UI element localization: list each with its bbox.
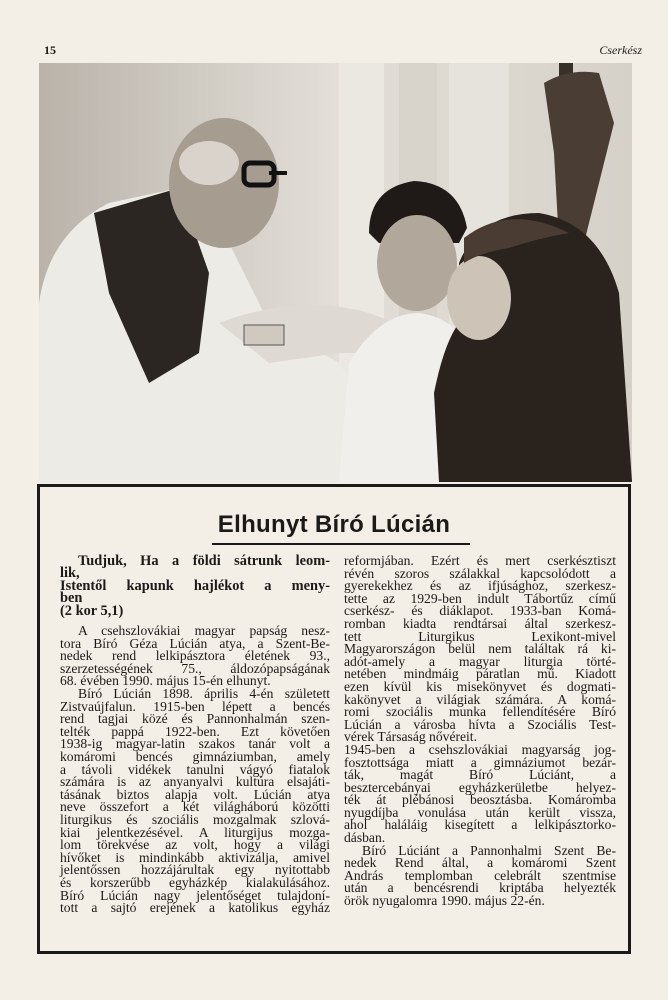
text-line: vérek Társaság nővéreit. xyxy=(344,729,477,745)
text-line: számára is az anyanyalvi kultúra elsajáti- xyxy=(60,774,330,790)
text-line: után a bencésrendi kriptába helyezték xyxy=(344,880,616,896)
text-line: liturgikus és szociális mozgalmak szlová- xyxy=(60,811,330,827)
text-line: telték pappá 1922-ben. Ezt követően xyxy=(60,723,330,739)
text-line: Bíró Lúciánt a Pannonhalmi Szent Be- xyxy=(362,842,616,858)
text-line: fosztottsága miatt a gimnáziumot bezár- xyxy=(344,754,616,770)
text-line: netében mindmáig páratlan mű. Kiadott xyxy=(344,666,616,682)
text-line: neve összefort a két világháború közötti xyxy=(60,799,330,815)
text-line: cserkész- és diáklapot. 1933-ban Komá- xyxy=(344,603,616,619)
text-line: Magyarországon belül nem találtak rá ki- xyxy=(344,641,616,657)
left-column xyxy=(60,555,330,915)
bible-quote xyxy=(60,555,330,617)
text-line: ták, magát Bíró Lúciánt, a xyxy=(344,767,616,783)
text-line: komáromi bencés gimnáziumban, amely xyxy=(60,748,330,764)
text-line: reformjában. Ezért és mert cserkésztiszt xyxy=(344,553,616,568)
text-line: dásban. xyxy=(344,830,386,846)
text-line: tott a sajtó erejének a katolikus egyház xyxy=(60,900,330,916)
text-line: 68. évében 1990. május 15-én elhunyt. xyxy=(60,673,271,689)
quote-line: (2 kor 5,1) xyxy=(60,602,124,619)
text-line: Bíró Lúcián nagy jelentőséget tulajdoní- xyxy=(60,887,330,903)
text-line: 1945-ben a csehszlovákiai magyarság jog- xyxy=(344,741,616,757)
text-line: és korszerűbb egyházkép kialakulásához. xyxy=(60,874,330,890)
title-underline xyxy=(212,543,470,545)
text-line: tette az 1929-ben indult Tábortűz című xyxy=(344,590,616,606)
text-line: ezen kívül kis misekönyvet és dogmati- xyxy=(344,678,616,694)
quote-line: Istentől kapunk hajlékot a meny- xyxy=(60,577,330,594)
quote-line: lik, xyxy=(60,565,80,582)
text-line: nyugdíjba vonulása után került vissza, xyxy=(344,804,616,820)
quote-line: Tudjuk, Ha a földi sátrunk leom- xyxy=(78,553,330,569)
text-line: örök nyugalomra 1990. május 22-én. xyxy=(344,893,545,909)
text-line: kiai jelentkezésével. A liturgijus mozga- xyxy=(60,824,330,840)
text-line: Lúcián a városba hívta a Szociális Test- xyxy=(344,716,616,732)
text-line: révén szoros szálakkal kapcsolódott a xyxy=(344,565,616,581)
article-title: Elhunyt Bíró Lúcián xyxy=(217,511,451,538)
article-photo xyxy=(39,63,632,482)
text-line: besztercebányai egyházkerületbe helyez- xyxy=(344,779,616,795)
publication-name: Cserkész xyxy=(599,43,642,57)
text-line: kakönyvet a világiak számára. A komá- xyxy=(344,691,616,707)
text-line: gyerekekhez és az ifjúsághoz, szerkesz- xyxy=(344,578,616,594)
text-line: tora Bíró Géza Lúcián atya, a Szent-Be- xyxy=(60,635,330,651)
text-line: Bíró Lúcián 1898. április 4-én született xyxy=(78,686,330,701)
text-line: a távoli vidékek tanulni vágyó fiatalok xyxy=(60,761,330,777)
text-line: ahol haláláig kisegített a lelkipásztorko- xyxy=(344,817,616,833)
text-line: szerzetességének 75., áldozópapságának xyxy=(60,660,330,676)
obituary-article xyxy=(37,484,631,954)
text-line: lom törekvése az volt, hogy a világi xyxy=(60,837,330,853)
text-line: jelentőssen hozzájárultak egy nyitottabb xyxy=(60,862,330,878)
text-line: tett Liturgikus Lexikont-mivel xyxy=(344,628,616,644)
right-column xyxy=(344,555,616,908)
text-line: romi szociális munka fellendítésére Bíró xyxy=(344,704,616,720)
page-number: 15 xyxy=(44,43,56,57)
text-line: nedek rend lelkipásztora életének 93., xyxy=(60,648,330,664)
text-line: tásának biztos alapja volt. Lúcián atya xyxy=(60,786,330,802)
text-line: hívőket is mindinkább aktivizálja, amivel xyxy=(60,849,330,865)
text-line: romban kiadta rendtársai által szerkesz- xyxy=(344,615,616,631)
text-line: adót-amely a magyar liturgia törté- xyxy=(344,653,616,669)
text-line: András templomban celebrált szentmise xyxy=(344,867,616,883)
text-line: nedek Rend által, a komáromi Szent xyxy=(344,855,616,871)
text-line: rend tagjai közé és Pannonhalmán szen- xyxy=(60,711,330,727)
text-line: A csehszlovákiai magyar papság nesz- xyxy=(78,623,330,639)
text-line: ték át plébánosi beosztásba. Komáromba xyxy=(344,792,616,808)
text-line: 1938-ig magyar-latin szakos tanár volt a xyxy=(60,736,330,752)
quote-line: ben xyxy=(60,590,83,607)
text-line: Zistvaújfalun. 1915-ben lépett a bencés xyxy=(60,698,330,714)
